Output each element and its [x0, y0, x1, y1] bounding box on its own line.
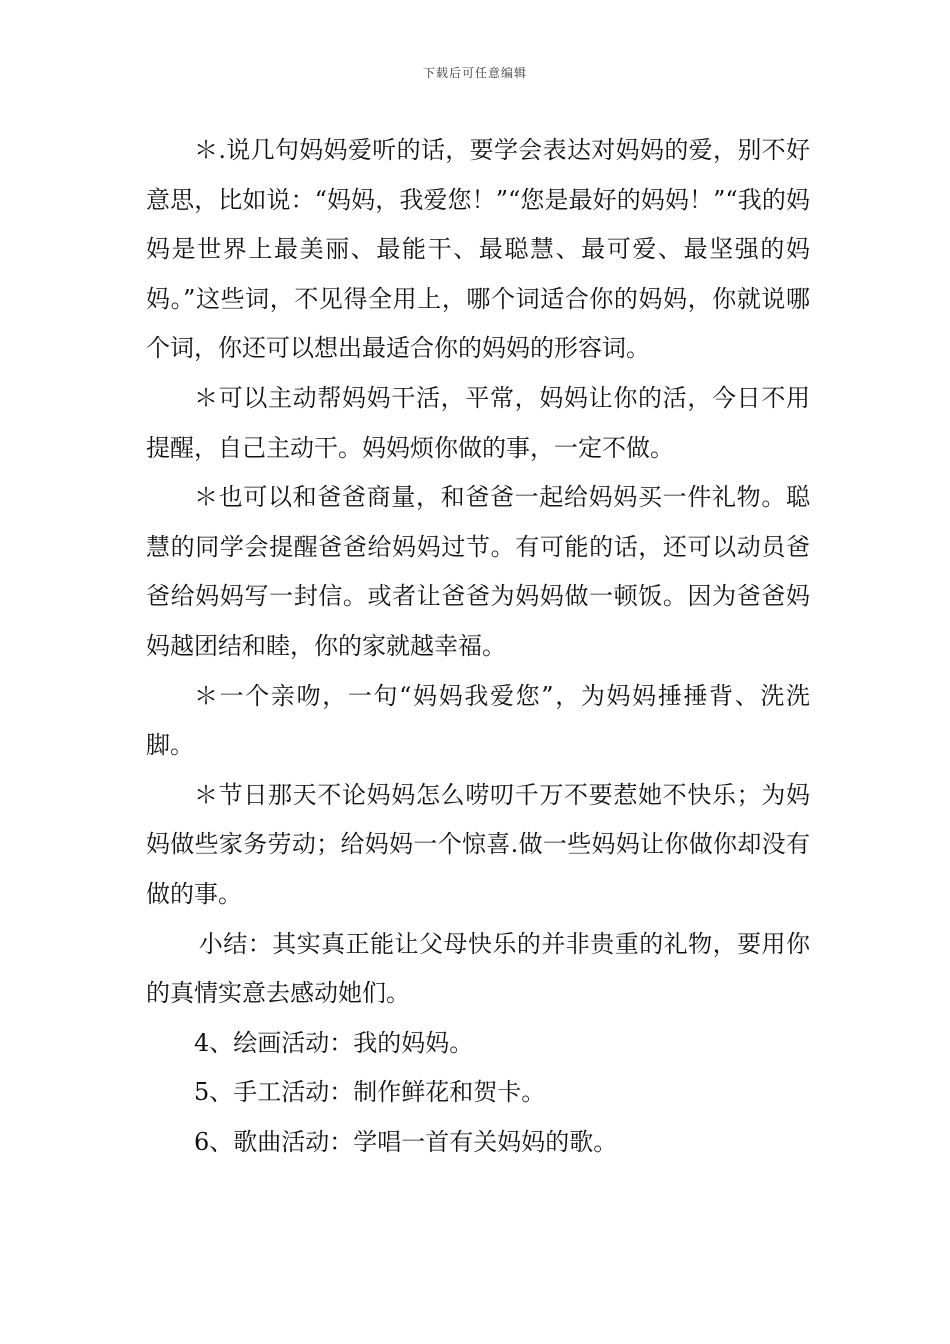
- list-item-song: 6、歌曲活动：学唱一首有关妈妈的歌。: [194, 1127, 618, 1156]
- paragraph-summary: 小结：其实真正能让父母快乐的并非贵重的礼物，要用你的真情实意去感动她们。: [146, 929, 810, 1008]
- document-body: [146, 126, 810, 1167]
- page-header: 下载后可任意编辑: [422, 66, 527, 80]
- paragraph-with-dad: ＊也可以和爸爸商量，和爸爸一起给妈妈买一件礼物。聪慧的同学会提醒爸爸给妈妈过节。有可能的话，还可以动员爸爸给妈妈写一封信。或者让爸爸为妈妈做一顿饭。因为爸爸妈妈越团结和睦，你的家就越幸福。: [146, 483, 810, 660]
- paragraph-kind-words: ＊.说几句妈妈爱听的话，要学会表达对妈妈的爱，别不好意思，比如说：“妈妈，我爱您！”“您是最好的妈妈！”“我的妈妈是世界上最美丽、最能干、最聪慧、最可爱、最坚强的妈妈。”这些词，不见得全用上，哪个词适合你的妈妈，你就说哪个词，你还可以想出最适合你的妈妈的形容词。: [146, 136, 810, 363]
- list-item-handcraft: 5、手工活动：制作鲜花和贺卡。: [194, 1078, 546, 1107]
- paragraph-housework: ＊可以主动帮妈妈干活，平常，妈妈让你的活，今日不用提醒，自己主动干。妈妈烦你做的事，一定不做。: [146, 383, 810, 462]
- paragraph-holiday: ＊节日那天不论妈妈怎么唠叨千万不要惹她不快乐；为妈妈做些家务劳动；给妈妈一个惊喜.做一些妈妈让你做你却没有做的事。: [146, 780, 810, 908]
- paragraph-kiss: ＊一个亲吻，一句“妈妈我爱您”，为妈妈捶捶背、洗洗脚。: [146, 681, 810, 760]
- list-item-drawing: 4、绘画活动：我的妈妈。: [194, 1028, 474, 1057]
